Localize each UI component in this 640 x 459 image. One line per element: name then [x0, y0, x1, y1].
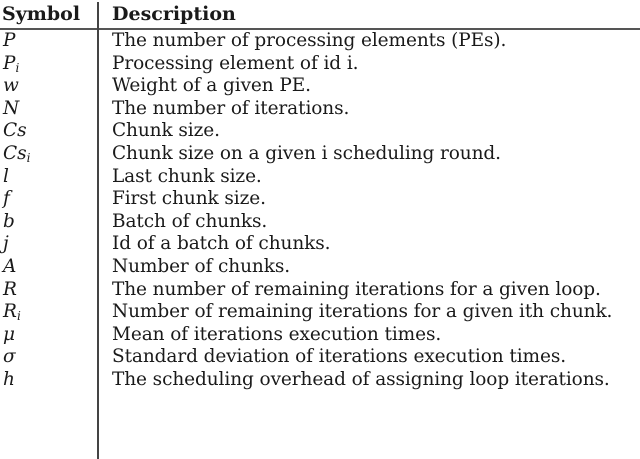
symbol-cell: f	[3, 188, 10, 210]
description-cell: Last chunk size.	[112, 165, 262, 187]
symbol-cell: j	[3, 233, 9, 255]
table-row	[0, 98, 640, 120]
description-cell: The scheduling overhead of assigning loop iterations.	[112, 369, 610, 390]
table-row	[0, 143, 640, 165]
table-row	[0, 188, 640, 210]
symbol-cell: R	[3, 278, 17, 300]
symbol-cell: μ	[3, 323, 16, 345]
table-row	[0, 166, 640, 188]
table-row	[0, 279, 640, 301]
table-row	[0, 324, 640, 346]
symbol-cell: h	[3, 369, 15, 390]
description-cell: Number of remaining iterations for a given ith chunk.	[112, 301, 613, 323]
header-symbol: Symbol	[2, 3, 81, 25]
table-row	[0, 75, 640, 97]
symbol-cell: N	[3, 97, 20, 119]
table-row	[0, 211, 640, 233]
symbol-cell: P	[3, 30, 16, 51]
description-cell: Standard deviation of iterations execution times.	[112, 346, 566, 368]
description-cell: The number of processing elements (PEs).	[112, 30, 507, 51]
symbol-cell: l	[3, 165, 9, 187]
description-cell: Chunk size.	[112, 120, 220, 142]
header-description: Description	[112, 3, 236, 25]
symbol-cell: Cs	[3, 120, 27, 142]
description-cell: Id of a batch of chunks.	[112, 233, 331, 255]
description-cell: First chunk size.	[112, 188, 266, 210]
symbol-cell: $Cs_i$	[3, 143, 31, 165]
symbol-cell: σ	[3, 346, 16, 368]
table-row	[0, 120, 640, 142]
table-row	[0, 369, 640, 391]
symbol-cell: b	[3, 210, 15, 232]
description-cell: The number of remaining iterations for a given loop.	[112, 278, 601, 300]
symbol-cell: $P_i$	[3, 52, 20, 75]
symbol-cell: w	[3, 75, 19, 97]
description-cell: The number of iterations.	[112, 97, 350, 119]
table-header	[0, 3, 640, 27]
table-row	[0, 53, 640, 75]
table-row	[0, 346, 640, 368]
description-cell: Mean of iterations execution times.	[112, 323, 442, 345]
description-cell: Weight of a given PE.	[112, 75, 311, 97]
description-cell: Processing element of id i.	[112, 52, 359, 74]
table-row	[0, 256, 640, 278]
symbol-cell: A	[3, 256, 17, 277]
table-row	[0, 233, 640, 255]
description-cell: Chunk size on a given i scheduling round.	[112, 143, 501, 164]
symbol-cell: $R_i$	[3, 301, 21, 324]
table-row	[0, 301, 640, 323]
description-cell: Number of chunks.	[112, 256, 291, 277]
description-cell: Batch of chunks.	[112, 210, 268, 232]
table-row	[0, 30, 640, 52]
